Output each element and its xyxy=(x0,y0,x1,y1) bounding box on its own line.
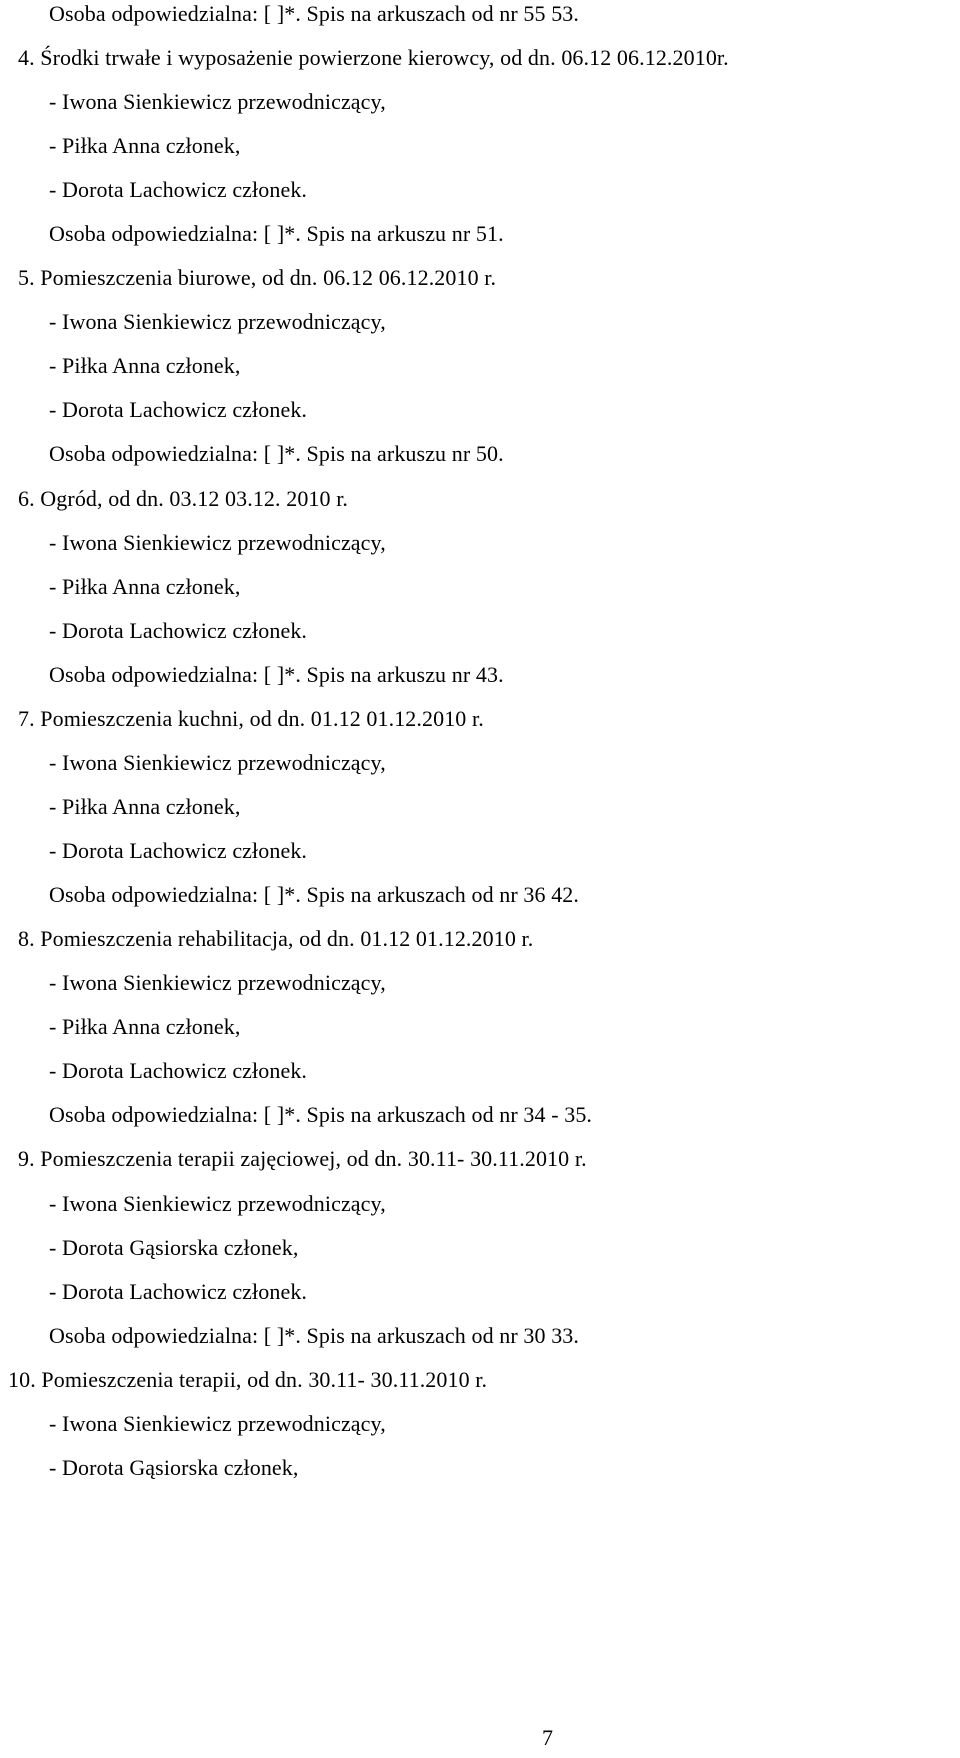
section-heading: 10. Pomieszczenia terapii, od dn. 30.11- 30.11.2010 r. xyxy=(8,1367,488,1392)
responsible-person-line: Osoba odpowiedzialna: [ ]*. Spis na arkuszu nr 43. xyxy=(49,662,504,687)
section-heading: 9. Pomieszczenia terapii zajęciowej, od dn. 30.11- 30.11.2010 r. xyxy=(18,1146,587,1171)
section-heading: 4. Środki trwałe i wyposażenie powierzone kierowcy, od dn. 06.12 06.12.2010r. xyxy=(18,45,729,70)
committee-member-line: - Iwona Sienkiewicz przewodniczący, xyxy=(49,89,386,114)
committee-member-line: - Dorota Lachowicz członek. xyxy=(49,1058,308,1083)
committee-member-line: - Piłka Anna członek, xyxy=(49,353,241,378)
committee-member-line: - Iwona Sienkiewicz przewodniczący, xyxy=(49,1411,386,1436)
section-heading: 6. Ogród, od dn. 03.12 03.12. 2010 r. xyxy=(18,486,349,511)
committee-member-line: - Piłka Anna członek, xyxy=(49,574,241,599)
committee-member-line: - Iwona Sienkiewicz przewodniczący, xyxy=(49,530,386,555)
committee-member-line: - Dorota Lachowicz członek. xyxy=(49,838,308,863)
section-heading: 8. Pomieszczenia rehabilitacja, od dn. 01.12 01.12.2010 r. xyxy=(18,926,534,951)
page-number: 7 xyxy=(542,1725,553,1750)
committee-member-line: - Dorota Gąsiorska członek, xyxy=(49,1455,299,1480)
responsible-person-line: Osoba odpowiedzialna: [ ]*. Spis na arkuszach od nr 30 33. xyxy=(49,1323,580,1348)
committee-member-line: - Piłka Anna członek, xyxy=(49,133,241,158)
committee-member-line: - Piłka Anna członek, xyxy=(49,1014,241,1039)
responsible-person-line: Osoba odpowiedzialna: [ ]*. Spis na arkuszu nr 50. xyxy=(49,441,504,466)
committee-member-line: - Iwona Sienkiewicz przewodniczący, xyxy=(49,309,386,334)
section-heading: 7. Pomieszczenia kuchni, od dn. 01.12 01.12.2010 r. xyxy=(18,706,484,731)
responsible-person-line: Osoba odpowiedzialna: [ ]*. Spis na arkuszach od nr 36 42. xyxy=(49,882,580,907)
committee-member-line: - Dorota Gąsiorska członek, xyxy=(49,1235,299,1260)
responsible-person-line: Osoba odpowiedzialna: [ ]*. Spis na arkuszu nr 51. xyxy=(49,221,504,246)
committee-member-line: - Dorota Lachowicz członek. xyxy=(49,618,308,643)
responsible-person-line: Osoba odpowiedzialna: [ ]*. Spis na arkuszach od nr 34 - 35. xyxy=(49,1102,593,1127)
committee-member-line: - Dorota Lachowicz członek. xyxy=(49,1279,308,1304)
committee-member-line: - Iwona Sienkiewicz przewodniczący, xyxy=(49,970,386,995)
committee-member-line: - Dorota Lachowicz członek. xyxy=(49,397,308,422)
responsible-person-line: Osoba odpowiedzialna: [ ]*. Spis na arkuszach od nr 55 53. xyxy=(49,1,580,26)
committee-member-line: - Dorota Lachowicz członek. xyxy=(49,177,308,202)
section-heading: 5. Pomieszczenia biurowe, od dn. 06.12 06.12.2010 r. xyxy=(18,265,497,290)
committee-member-line: - Piłka Anna członek, xyxy=(49,794,241,819)
committee-member-line: - Iwona Sienkiewicz przewodniczący, xyxy=(49,1191,386,1216)
committee-member-line: - Iwona Sienkiewicz przewodniczący, xyxy=(49,750,386,775)
